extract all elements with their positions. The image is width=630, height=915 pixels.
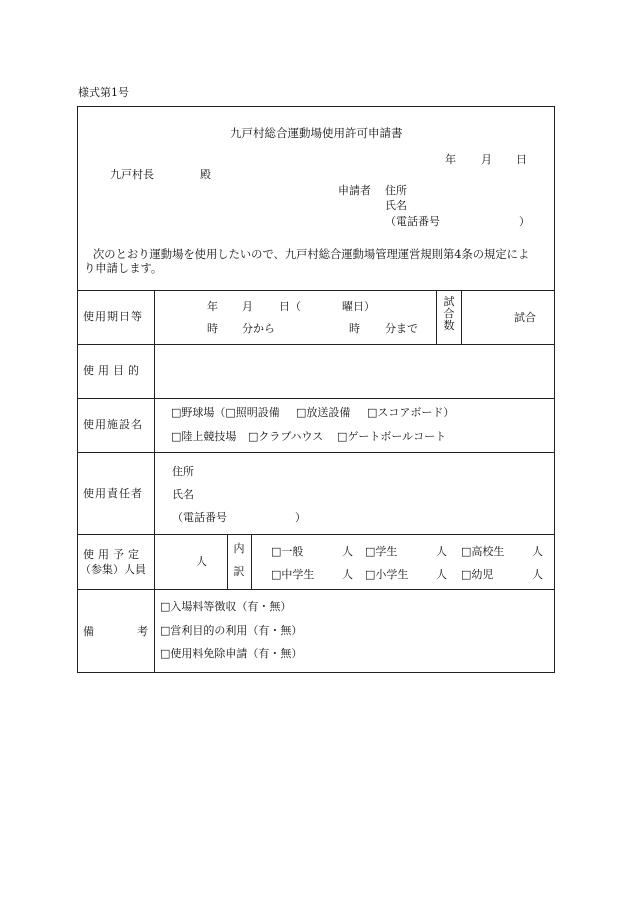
people-infant-checkbox[interactable]: □幼児 [461, 568, 494, 581]
manager-phone-field[interactable]: （電話番号 [172, 511, 227, 524]
people-student-unit: 人 [436, 545, 447, 558]
divider-facility [77, 452, 555, 453]
remarks-commercial-checkbox[interactable]: □営利目的の利用（有・無） [160, 624, 303, 637]
date-year-label: 年 [445, 153, 456, 166]
people-elementary-unit: 人 [436, 568, 447, 581]
period-end-minute-label: 分まで [385, 322, 418, 335]
purpose-field[interactable] [160, 350, 550, 392]
divider-people [77, 589, 555, 590]
games-column-right [461, 290, 462, 344]
label-column-divider [154, 290, 155, 673]
period-day-label: 日（ [279, 300, 301, 313]
applicant-phone-field[interactable]: （電話番号 [385, 215, 440, 228]
people-general-unit: 人 [342, 545, 353, 558]
facility-track-checkbox[interactable]: □陸上競技場 [171, 430, 237, 443]
date-day-label: 日 [516, 153, 527, 166]
people-student-checkbox[interactable]: □学生 [365, 545, 398, 558]
facility-clubhouse-checkbox[interactable]: □クラブハウス [248, 430, 324, 443]
facility-baseball-checkbox[interactable]: □野球場（□照明設備 [171, 406, 280, 419]
people-infant-unit: 人 [532, 568, 543, 581]
remarks-fee-exemption-checkbox[interactable]: □使用料免除申請（有・無） [160, 647, 303, 660]
facility-gateball-checkbox[interactable]: □ゲートボールコート [337, 430, 447, 443]
applicant-name-field[interactable]: 氏名 [385, 199, 407, 212]
facility-broadcast-checkbox[interactable]: □放送設備 [296, 406, 351, 419]
date-month-label: 月 [481, 153, 492, 166]
games-count-label-1: 試 [443, 295, 455, 308]
applicant-phone-close: ） [519, 215, 530, 228]
divider-period [77, 344, 555, 345]
request-text-line2: り申請します。 [84, 262, 163, 275]
games-count-label-3: 数 [443, 319, 455, 332]
divider-purpose [77, 398, 555, 399]
request-text-line1: 次のとおり運動場を使用したいので、九戸村総合運動場管理運営規則第4条の規定によ [93, 248, 530, 261]
divider-header [77, 290, 555, 291]
people-general-checkbox[interactable]: □一般 [271, 545, 304, 558]
remarks-label-right: 考 [137, 625, 148, 638]
people-total-unit: 人 [196, 555, 207, 568]
people-label-line1: 使用予定 [83, 548, 143, 561]
games-column-left [436, 290, 437, 344]
addressee: 九戸村長 [110, 168, 154, 181]
breakdown-label-divider [251, 534, 252, 589]
remarks-admission-checkbox[interactable]: □入場料等徴収（有・無） [160, 600, 292, 613]
games-count-label-2: 合 [443, 307, 455, 320]
people-elementary-checkbox[interactable]: □小学生 [365, 568, 409, 581]
remarks-label-left: 備 [83, 625, 94, 638]
form-number: 様式第1号 [78, 86, 129, 99]
manager-label: 使用責任者 [83, 487, 143, 500]
facility-label: 使用施設名 [83, 418, 143, 431]
period-month-label: 月 [242, 300, 253, 313]
period-weekday-label: 曜日） [342, 300, 375, 313]
manager-name-field[interactable]: 氏名 [172, 488, 194, 501]
applicant-label: 申請者 [338, 184, 371, 197]
games-unit: 試合 [514, 311, 536, 324]
people-highschool-unit: 人 [532, 545, 543, 558]
facility-scoreboard-checkbox[interactable]: □スコアボード） [367, 406, 455, 419]
people-juniorhigh-checkbox[interactable]: □中学生 [271, 568, 315, 581]
period-start-hour-label: 時 [207, 322, 218, 335]
honorific: 殿 [200, 168, 211, 181]
form-title: 九戸村総合運動場使用許可申請書 [230, 126, 403, 140]
people-highschool-checkbox[interactable]: □高校生 [461, 545, 505, 558]
applicant-address-field[interactable]: 住所 [385, 184, 407, 197]
people-label-line2: （参集）人員 [80, 563, 146, 576]
period-year-label: 年 [207, 300, 218, 313]
period-label: 使用期日等 [83, 310, 143, 323]
people-juniorhigh-unit: 人 [342, 568, 353, 581]
manager-phone-close: ） [295, 511, 306, 524]
breakdown-label-1: 内 [233, 542, 245, 555]
manager-address-field[interactable]: 住所 [172, 465, 194, 478]
people-total-divider [227, 534, 228, 589]
purpose-label: 使用目的 [83, 364, 143, 377]
divider-manager [77, 534, 555, 535]
breakdown-label-2: 訳 [233, 565, 245, 578]
period-start-minute-label: 分から [242, 322, 275, 335]
period-end-hour-label: 時 [349, 322, 360, 335]
